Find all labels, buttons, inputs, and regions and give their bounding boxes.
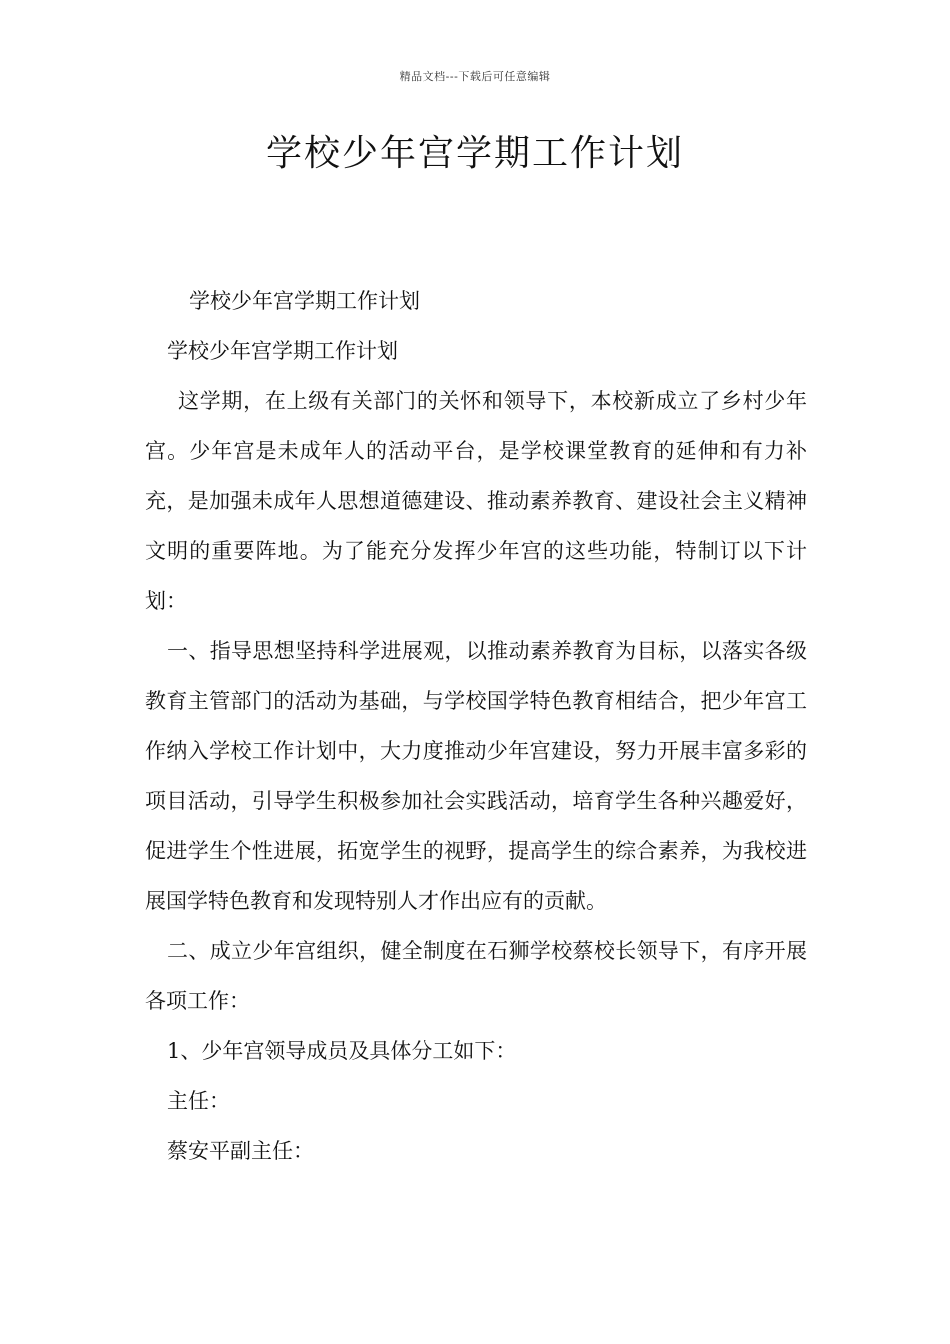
paragraph-subtitle: 学校少年宫学期工作计划 bbox=[189, 289, 420, 313]
paragraph-guiding-ideology: 一、指导思想坚持科学进展观，以推动素养教育为目标，以落实各级教育主管部门的活动为基础，与学校国学特色教育相结合，把少年宫工作纳入学校工作计划中，大力度推动少年宫建设，努力开展丰富多彩的项目活动，引导学生积极参加社会实践活动，培育学生各种兴趣爱好，促进学生个性进展，拓宽学生的视野，提高学生的综合素养，为我校进展国学特色教育和发现特别人才作出应有的贡献。 bbox=[145, 639, 807, 913]
paragraph-director: 主任： bbox=[167, 1089, 230, 1113]
paragraph-deputy-director: 蔡安平副主任： bbox=[167, 1139, 314, 1163]
document-body bbox=[145, 276, 807, 1176]
paragraph-intro: 这学期，在上级有关部门的关怀和领导下，本校新成立了乡村少年宫。少年宫是未成年人的活动平台，是学校课堂教育的延伸和有力补充，是加强未成年人思想道德建设、推动素养教育、建设社会主义精神文明的重要阵地。为了能充分发挥少年宫的这些功能，特制订以下计划： bbox=[145, 389, 807, 613]
document-title: 学校少年宫学期工作计划 bbox=[265, 133, 684, 174]
paragraph-leadership-list: 1、少年宫领导成员及具体分工如下： bbox=[167, 1039, 517, 1063]
paragraph-subtitle-repeat: 学校少年宫学期工作计划 bbox=[167, 339, 398, 363]
header-note: 精品文档---下载后可任意编辑 bbox=[399, 70, 551, 83]
paragraph-organization: 二、成立少年宫组织，健全制度在石狮学校蔡校长领导下，有序开展各项工作： bbox=[145, 939, 807, 1013]
